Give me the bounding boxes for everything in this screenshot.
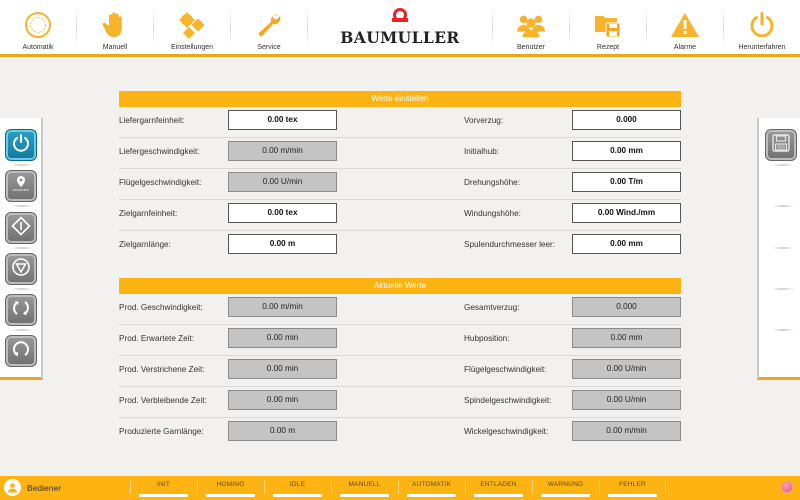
field-label: Spindelgeschwindigkeit: bbox=[464, 396, 552, 405]
reset-button[interactable] bbox=[5, 294, 37, 326]
reset-icon bbox=[11, 298, 31, 323]
section-header-aktuelle-werte: Aktuelle Werte bbox=[119, 278, 681, 294]
homing-icon bbox=[11, 174, 31, 199]
divider bbox=[10, 329, 34, 331]
state-indicator bbox=[541, 494, 590, 497]
homing-button[interactable] bbox=[5, 170, 37, 202]
current-row-prod-erwartete-zeit bbox=[119, 325, 398, 356]
right-sidebar bbox=[757, 118, 800, 380]
initialhub-input[interactable]: 0.00 mm bbox=[572, 141, 681, 161]
nav-automatik-label: Automatik bbox=[22, 44, 54, 51]
state-fehler: FEHLER bbox=[599, 476, 666, 500]
nav-einstellungen[interactable] bbox=[154, 0, 230, 54]
divider bbox=[307, 8, 308, 46]
setting-row-zielgarnlaenge bbox=[119, 231, 398, 262]
zielgarnlaenge-input[interactable]: 0.00 m bbox=[228, 234, 337, 254]
state-indicator bbox=[273, 494, 322, 497]
setting-row-liefergarnfeinheit bbox=[119, 107, 398, 138]
stop-icon bbox=[11, 257, 31, 282]
current-row-produzierte-garnlaenge bbox=[119, 418, 398, 449]
field-label: Zielgarnfeinheit: bbox=[119, 209, 178, 218]
divider bbox=[771, 164, 795, 166]
user-name: Bediener bbox=[27, 482, 62, 493]
field-label: Prod. Erwartete Zeit: bbox=[119, 334, 195, 343]
setting-row-drehungshoehe bbox=[398, 169, 681, 200]
left-sidebar bbox=[0, 118, 43, 380]
wrench-icon bbox=[254, 10, 284, 40]
nav-benutzer-label: Benutzer bbox=[516, 44, 546, 51]
current-row-fluegelgeschwindigkeit bbox=[398, 356, 681, 387]
power-icon bbox=[11, 133, 31, 158]
nav-herunterfahren-label: Herunterfahren bbox=[738, 44, 786, 51]
field-label: Hubposition: bbox=[464, 334, 510, 343]
gears-icon bbox=[177, 10, 207, 40]
field-label: Windungshöhe: bbox=[464, 209, 521, 218]
gesamtverzug-value: 0.000 bbox=[572, 297, 681, 317]
field-label: Vorverzug: bbox=[464, 116, 504, 125]
zielgarnfeinheit-input[interactable]: 0.00 tex bbox=[228, 203, 337, 223]
warning-icon bbox=[670, 10, 700, 40]
section-header-werte-einstellen: Werte einstellen bbox=[119, 91, 681, 107]
spulendurchmesser-leer-input[interactable]: 0.00 mm bbox=[572, 234, 681, 254]
nav-service[interactable] bbox=[231, 0, 307, 54]
nav-service-label: Service bbox=[257, 44, 281, 51]
prod-erwartete-zeit-value: 0.00 min bbox=[228, 328, 337, 348]
state-homing: HOMING bbox=[197, 476, 264, 500]
nav-alarme[interactable] bbox=[647, 0, 723, 54]
setting-row-liefergeschwindigkeit bbox=[119, 138, 398, 169]
state-entladen: ENTLADEN bbox=[465, 476, 532, 500]
start-icon bbox=[11, 216, 31, 241]
field-label: Spulendurchmesser leer: bbox=[464, 240, 556, 249]
windungshoehe-input[interactable]: 0.00 Wind./mm bbox=[572, 203, 681, 223]
prod-verstrichene-zeit-value: 0.00 min bbox=[228, 359, 337, 379]
user-avatar-icon bbox=[4, 479, 21, 496]
status-led-icon bbox=[781, 481, 793, 493]
nav-rezept[interactable] bbox=[570, 0, 646, 54]
users-icon bbox=[516, 10, 546, 40]
state-indicator bbox=[139, 494, 188, 497]
baumuller-logo bbox=[340, 4, 460, 52]
automatic-icon bbox=[23, 10, 53, 40]
current-row-prod-verbleibende-zeit bbox=[119, 387, 398, 418]
nav-herunterfahren[interactable] bbox=[724, 0, 800, 54]
field-label: Gesamtverzug: bbox=[464, 303, 520, 312]
prod-verbleibende-zeit-value: 0.00 min bbox=[228, 390, 337, 410]
field-label: Produzierte Garnlänge: bbox=[119, 427, 204, 436]
setting-row-spulendurchmesser-leer bbox=[398, 231, 681, 262]
liefergeschwindigkeit-value: 0.00 m/min bbox=[228, 141, 337, 161]
status-bar bbox=[0, 476, 800, 500]
vorverzug-input[interactable]: 0.000 bbox=[572, 110, 681, 130]
divider bbox=[10, 164, 34, 166]
setting-row-vorverzug bbox=[398, 107, 681, 138]
current-row-hubposition bbox=[398, 325, 681, 356]
machine-state-list bbox=[130, 476, 666, 500]
nav-benutzer[interactable] bbox=[493, 0, 569, 54]
state-init: INIT bbox=[130, 476, 197, 500]
power-icon bbox=[747, 10, 777, 40]
state-indicator bbox=[340, 494, 389, 497]
drehungshoehe-input[interactable]: 0.00 T/m bbox=[572, 172, 681, 192]
state-manuell: MANUELL bbox=[331, 476, 398, 500]
state-indicator bbox=[206, 494, 255, 497]
user-indicator[interactable] bbox=[4, 479, 61, 496]
divider bbox=[771, 247, 795, 249]
refresh-button[interactable] bbox=[5, 335, 37, 367]
nav-manuell-label: Manuell bbox=[102, 44, 128, 51]
fluegelgeschwindigkeit-current-value: 0.00 U/min bbox=[572, 359, 681, 379]
state-indicator bbox=[407, 494, 456, 497]
logo-mark-icon bbox=[389, 8, 411, 28]
save-button[interactable] bbox=[765, 129, 797, 161]
setting-row-zielgarnfeinheit bbox=[119, 200, 398, 231]
field-label: Liefergeschwindigkeit: bbox=[119, 147, 200, 156]
divider bbox=[10, 205, 34, 207]
logo-text: BAUMULLER bbox=[340, 28, 460, 47]
wickelgeschwindigkeit-value: 0.00 m/min bbox=[572, 421, 681, 441]
field-label: Prod. Verstrichene Zeit: bbox=[119, 365, 205, 374]
nav-rezept-label: Rezept bbox=[596, 44, 620, 51]
state-warnung: WARNUNG bbox=[532, 476, 599, 500]
stop-button[interactable] bbox=[5, 253, 37, 285]
current-row-spindelgeschwindigkeit bbox=[398, 387, 681, 418]
setting-row-fluegelgeschwindigkeit bbox=[119, 169, 398, 200]
setting-row-initialhub bbox=[398, 138, 681, 169]
divider bbox=[10, 288, 34, 290]
state-automatik: AUTOMATIK bbox=[398, 476, 465, 500]
spindelgeschwindigkeit-value: 0.00 U/min bbox=[572, 390, 681, 410]
divider bbox=[10, 247, 34, 249]
field-label: Liefergarnfeinheit: bbox=[119, 116, 185, 125]
state-indicator bbox=[474, 494, 523, 497]
divider bbox=[771, 288, 795, 290]
current-row-wickelgeschwindigkeit bbox=[398, 418, 681, 449]
divider bbox=[771, 205, 795, 207]
refresh-icon bbox=[11, 339, 31, 364]
hand-icon bbox=[100, 10, 130, 40]
save-icon bbox=[771, 133, 791, 158]
current-row-gesamtverzug bbox=[398, 294, 681, 325]
current-row-prod-geschwindigkeit bbox=[119, 294, 398, 325]
field-label: Drehungshöhe: bbox=[464, 178, 520, 187]
prod-geschwindigkeit-value: 0.00 m/min bbox=[228, 297, 337, 317]
field-label: Wickelgeschwindigkeit: bbox=[464, 427, 549, 436]
field-label: Prod. Geschwindigkeit: bbox=[119, 303, 203, 312]
field-label: Prod. Verbleibende Zeit: bbox=[119, 396, 207, 405]
setting-row-windungshoehe bbox=[398, 200, 681, 231]
fluegelgeschwindigkeit-value: 0.00 U/min bbox=[228, 172, 337, 192]
current-row-prod-verstrichene-zeit bbox=[119, 356, 398, 387]
field-label: Flügelgeschwindigkeit: bbox=[119, 178, 202, 187]
start-button[interactable] bbox=[5, 212, 37, 244]
recipe-icon bbox=[593, 10, 623, 40]
field-label: Flügelgeschwindigkeit: bbox=[464, 365, 547, 374]
divider bbox=[771, 329, 795, 331]
nav-einstellungen-label: Einstellungen bbox=[170, 44, 214, 51]
power-button[interactable] bbox=[5, 129, 37, 161]
top-navigation-bar bbox=[0, 0, 800, 57]
nav-alarme-label: Alarme bbox=[673, 44, 697, 51]
liefergarnfeinheit-input[interactable]: 0.00 tex bbox=[228, 110, 337, 130]
field-label: Initialhub: bbox=[464, 147, 500, 156]
produzierte-garnlaenge-value: 0.00 m bbox=[228, 421, 337, 441]
state-indicator bbox=[608, 494, 657, 497]
nav-manuell[interactable] bbox=[77, 0, 153, 54]
nav-automatik[interactable] bbox=[0, 0, 76, 54]
hubposition-value: 0.00 mm bbox=[572, 328, 681, 348]
state-idle: IDLE bbox=[264, 476, 331, 500]
field-label: Zielgarnlänge: bbox=[119, 240, 171, 249]
